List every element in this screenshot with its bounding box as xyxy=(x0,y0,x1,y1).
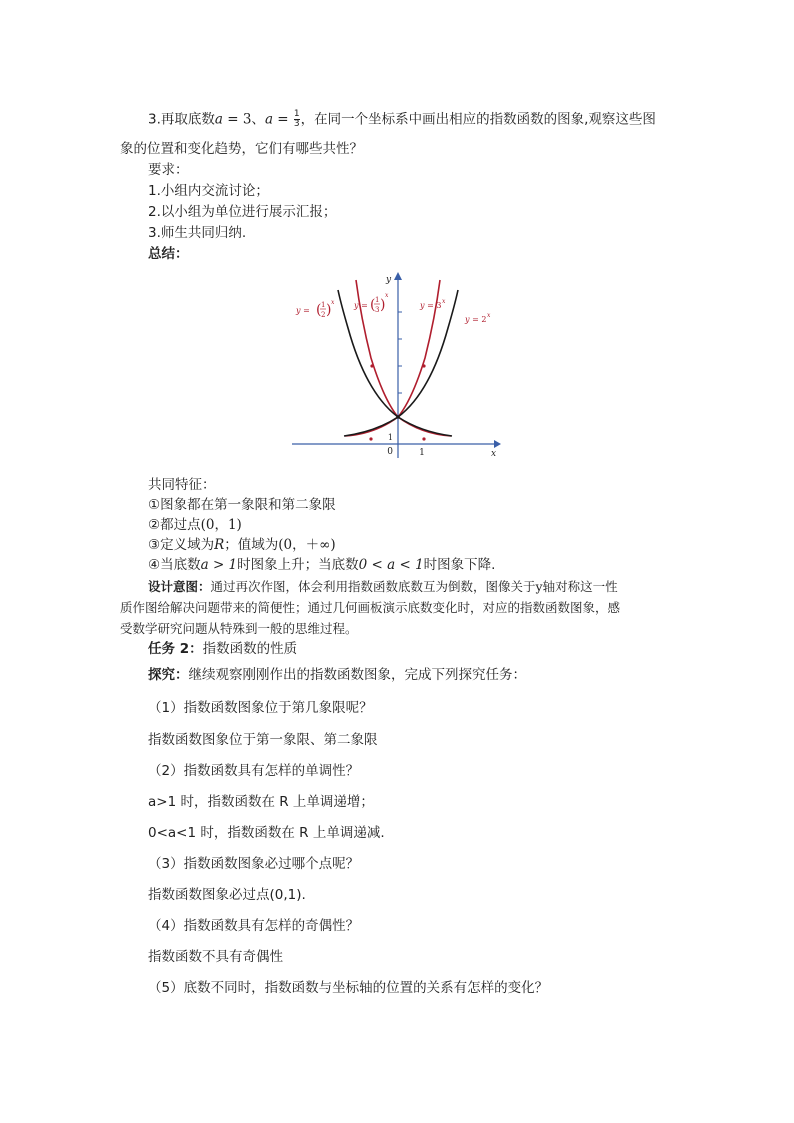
answer-1: 指数函数图象位于第一象限、第二象限 xyxy=(148,732,378,748)
question-2: （2）指数函数具有怎样的单调性？ xyxy=(148,763,360,779)
y-ticks xyxy=(398,312,402,393)
requirement-2: 2.以小组为单位进行展示汇报； xyxy=(148,204,337,220)
svg-text:y = 3: y = 3 xyxy=(420,301,442,310)
answer-2a: a>1 时，指数函数在 R 上单调递增； xyxy=(148,794,374,810)
svg-text:): ) xyxy=(380,297,386,313)
intersection-point xyxy=(396,415,400,419)
question-1: （1）指数函数图象位于第几象限呢？ xyxy=(148,700,373,716)
exponential-graph xyxy=(290,268,502,460)
x-axis-arrow xyxy=(494,440,501,448)
svg-text:y =: y = xyxy=(354,301,368,310)
feature-1: ①图象都在第一象限和第二象限 xyxy=(148,497,336,513)
answer-4: 指数函数不具有奇偶性 xyxy=(148,949,283,965)
svg-text:x: x xyxy=(385,292,389,299)
svg-text:2: 2 xyxy=(321,311,326,319)
summary-label: 总结： xyxy=(148,246,189,262)
svg-text:1: 1 xyxy=(375,296,380,304)
design-intent-line1: 设计意图：通过再次作图，体会利用指数函数底数互为倒数，图像关于y轴对称这一性 xyxy=(148,579,618,594)
question-3-line2: 象的位置和变化趋势，它们有哪些共性？ xyxy=(120,141,363,157)
svg-text:(: ( xyxy=(370,297,376,313)
origin-label: 0 xyxy=(387,447,393,457)
question-3: （3）指数函数图象必过哪个点呢？ xyxy=(148,856,360,872)
features-title: 共同特征： xyxy=(148,477,216,493)
feature-4: ④当底数a > 1时图象上升；当底数0 < a < 1时图象下降. xyxy=(148,557,496,573)
answer-3: 指数函数图象必过点(0,1). xyxy=(148,887,306,903)
question-3-line1: 3.再取底数a = 3、a = $\frac{1}{3}$ ，在同一个坐标系中画出相应的指数函数的图象,观察这些图 xyxy=(148,109,656,129)
feature-2: ②都过点(0，1) xyxy=(148,517,242,533)
svg-text:x: x xyxy=(487,312,491,319)
explore-line: 探究：继续观察刚刚作出的指数函数图象，完成下列探究任务： xyxy=(148,667,526,683)
svg-text:(: ( xyxy=(316,302,322,318)
svg-text:x: x xyxy=(442,298,446,305)
feature-3: ③定义域为R；值域为(0，＋∞) xyxy=(148,537,336,553)
fraction-one-third: $\frac{1}{3}$ xyxy=(293,109,300,129)
svg-text:1: 1 xyxy=(321,301,326,309)
tick-label-x1: 1 xyxy=(419,448,425,458)
design-intent-line3: 受数学研究问题从特殊到一般的思维过程。 xyxy=(120,621,358,636)
svg-text:3: 3 xyxy=(375,306,380,314)
requirements-title: 要求： xyxy=(148,162,189,178)
x-axis-label: x xyxy=(491,449,497,459)
svg-text:): ) xyxy=(326,302,332,318)
tick-label-y1: 1 xyxy=(387,433,393,442)
question-4: （4）指数函数具有怎样的奇偶性？ xyxy=(148,918,360,934)
label-2-pow-x xyxy=(464,312,491,324)
svg-text:y =: y = xyxy=(296,306,310,315)
design-intent-line2: 质作图给解决问题带来的简便性；通过几何画板演示底数变化时，对应的指数函数图象，感 xyxy=(120,600,621,615)
y-axis-label: y xyxy=(386,275,392,285)
requirement-3: 3.师生共同归纳. xyxy=(148,225,247,241)
answer-2b: 0<a<1 时，指数函数在 R 上单调递减. xyxy=(148,825,385,841)
label-3-pow-x xyxy=(419,298,446,310)
requirement-1: 1.小组内交流讨论； xyxy=(148,183,269,199)
question-5: （5）底数不同时，指数函数与坐标轴的位置的关系有怎样的变化？ xyxy=(148,980,549,996)
y-axis-arrow xyxy=(394,272,402,280)
svg-text:x: x xyxy=(331,299,335,306)
svg-text:y = 2: y = 2 xyxy=(465,315,487,324)
task2-heading: 任务 2：指数函数的性质 xyxy=(148,641,298,657)
label-half-pow-x xyxy=(295,299,335,319)
